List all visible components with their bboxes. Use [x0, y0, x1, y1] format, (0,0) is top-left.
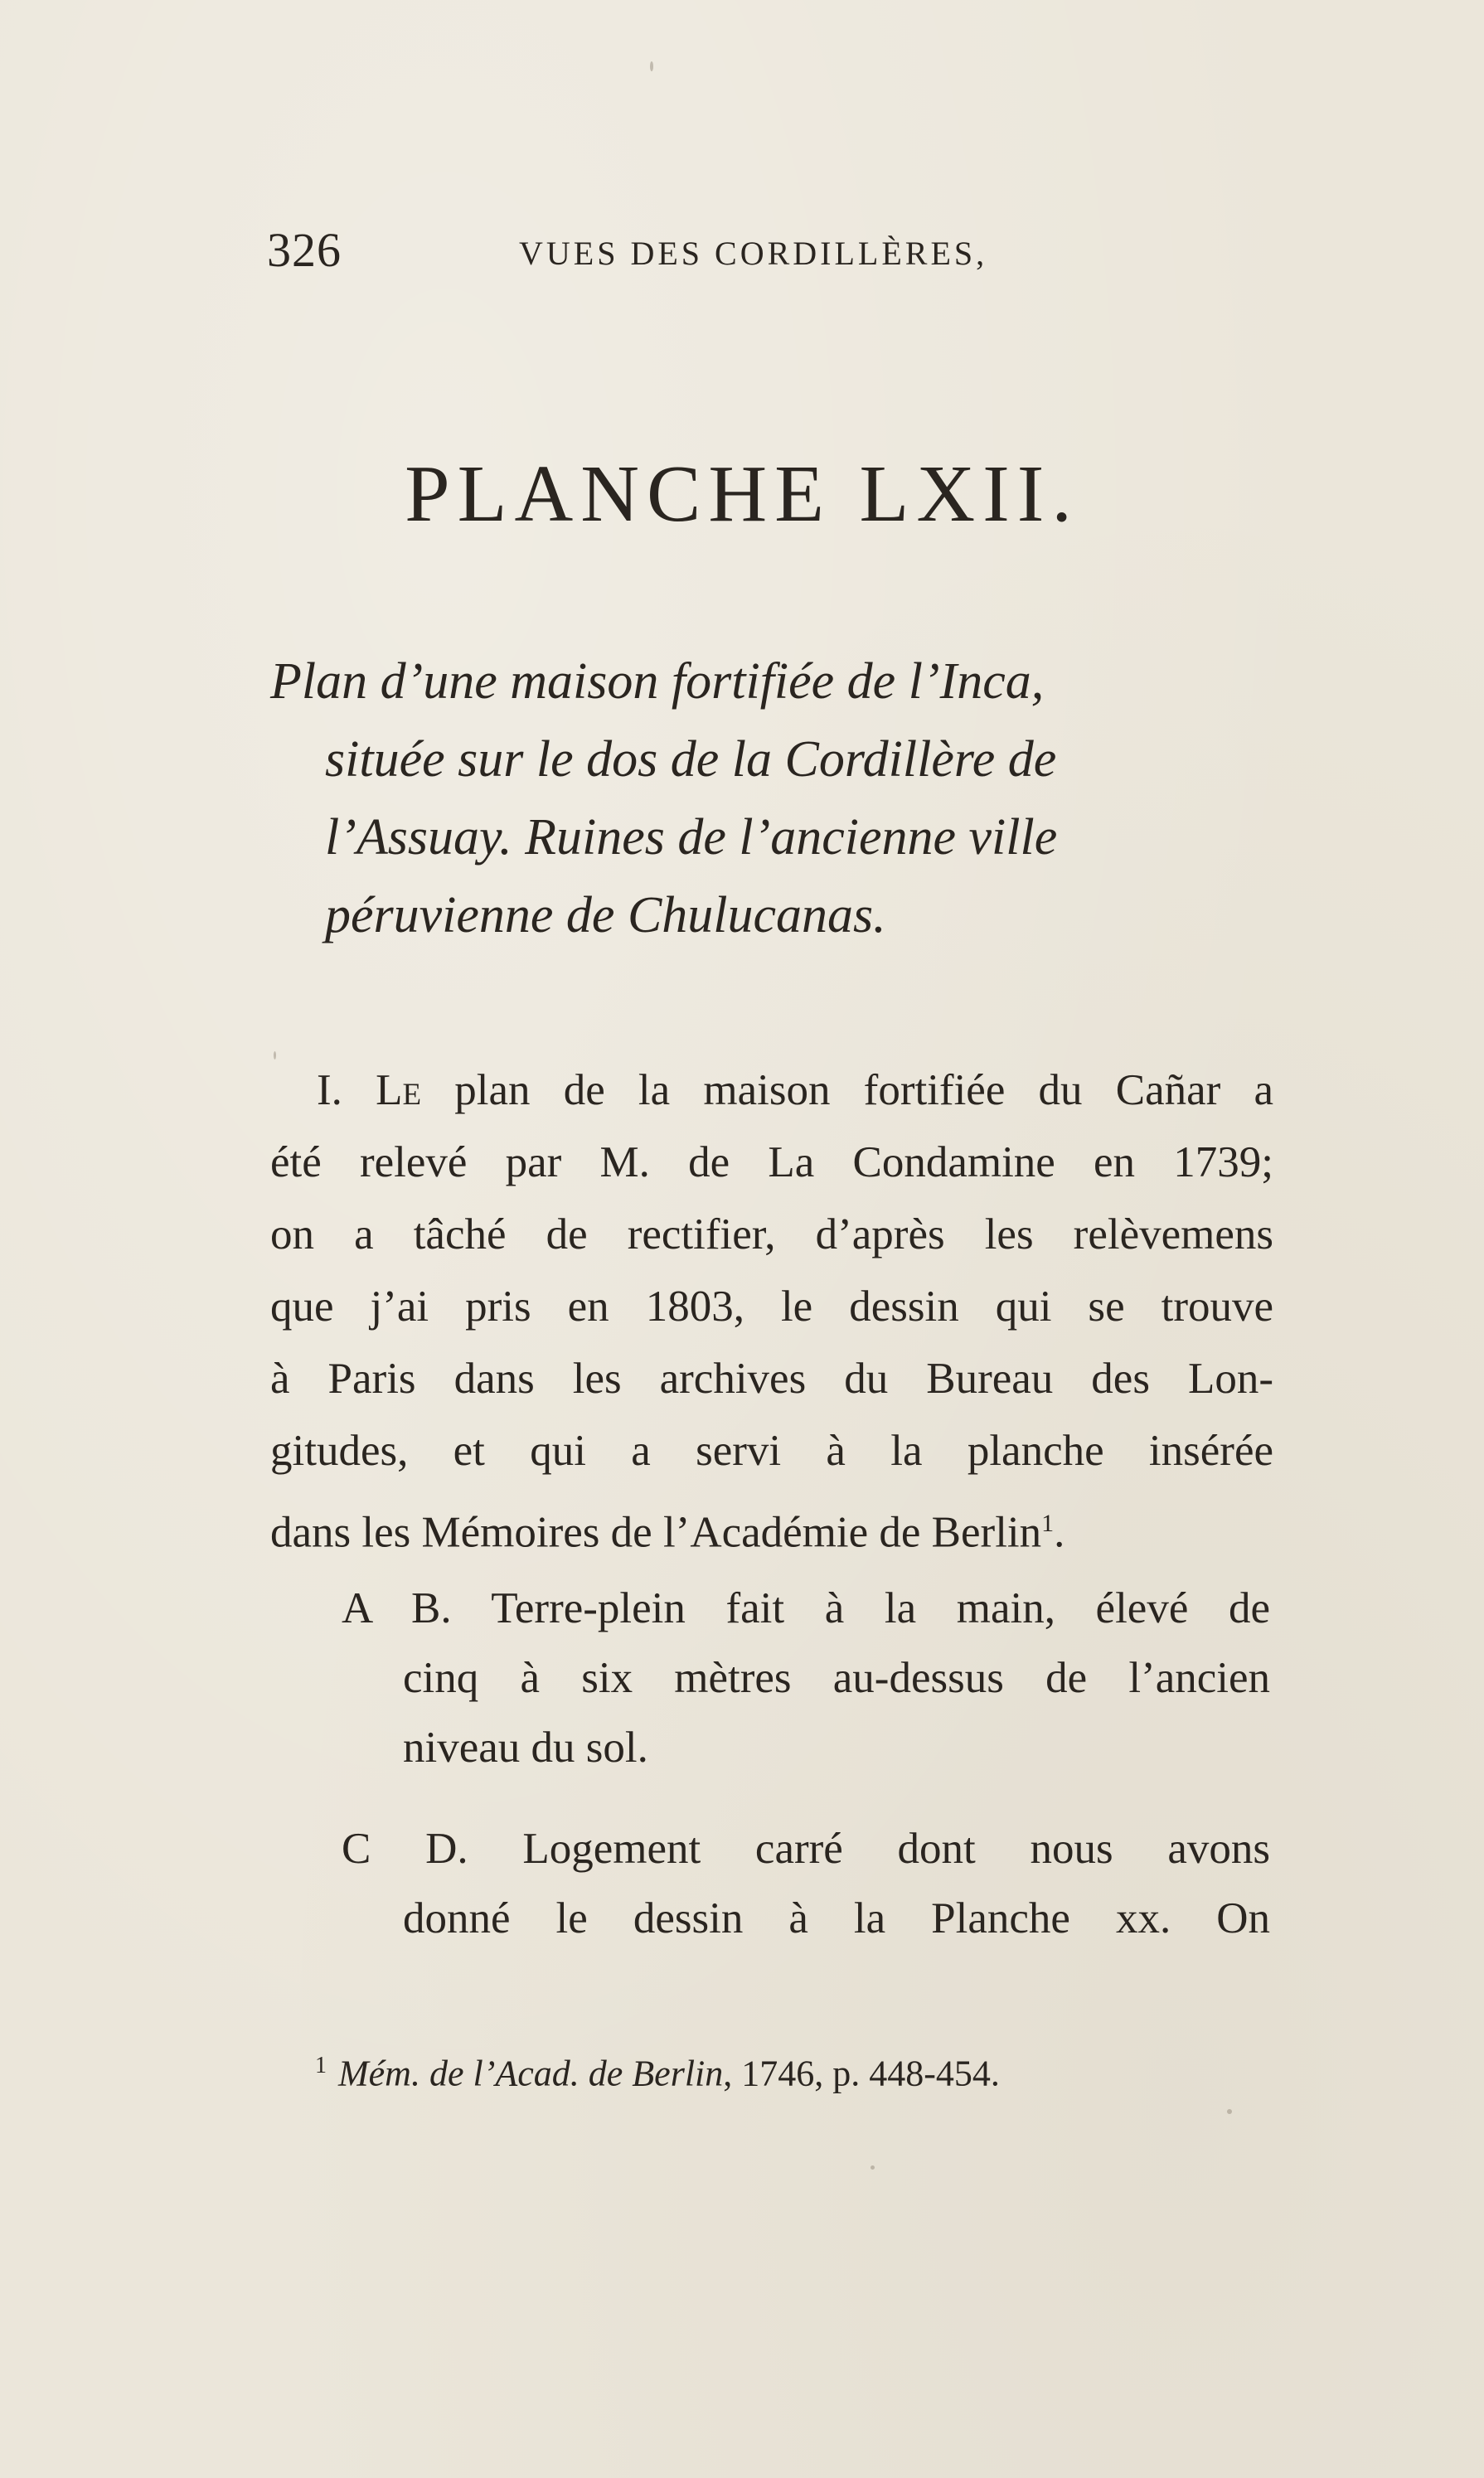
footnote [315, 2041, 1260, 2099]
plate-title: PLANCHE LXII. [405, 449, 1079, 539]
footnote-mark: 1 [315, 2053, 327, 2078]
paragraph-line: on a tâché de rectifier, d’après les relèvemens [270, 1210, 1273, 1258]
body-paragraph [270, 1055, 1273, 1569]
plate-subtitle [270, 643, 1282, 954]
footnote-citation: Mém. de l’Acad. de Berlin [338, 2053, 724, 2094]
paragraph-line [270, 1055, 1273, 1127]
legend-line: A B. Terre-plein fait à la main, élevé de [342, 1584, 1270, 1632]
legend-item-cd [342, 1814, 1270, 1953]
paragraph-line: que j’ai pris en 1803, le dessin qui se trouve [270, 1283, 1273, 1331]
paragraph-line: à Paris dans les archives du Bureau des Lon- [270, 1355, 1273, 1403]
footnote-reference: 1 [1041, 1510, 1055, 1537]
legend-item-ab [342, 1574, 1270, 1782]
paper-speck [1227, 2109, 1232, 2114]
running-title: VUES DES CORDILLÈRES, [519, 235, 988, 272]
subtitle-line: située sur le dos de la Cordillère de [325, 731, 1057, 788]
subtitle-line: péruvienne de Chulucanas. [325, 887, 886, 943]
running-head [267, 222, 1262, 280]
paper-speck [650, 61, 653, 71]
page-number: 326 [267, 223, 342, 277]
legend-line: niveau du sol. [403, 1724, 648, 1772]
lead-word: I. Le [317, 1066, 422, 1114]
paragraph-line: gitudes, et qui a servi à la planche insérée [270, 1427, 1273, 1475]
legend-line: C D. Logement carré dont nous avons [342, 1825, 1270, 1873]
paragraph-line [270, 1487, 1273, 1569]
paper-speck [871, 2165, 875, 2170]
paragraph-line: été relevé par M. de La Condamine en 1739; [270, 1138, 1273, 1186]
subtitle-line: Plan d’une maison fortifiée de l’Inca, [270, 653, 1045, 710]
footnote-text: , 1746, p. 448-454. [723, 2053, 1000, 2094]
paragraph-text: plan de la maison fortifiée du Cañar a [421, 1066, 1273, 1114]
paragraph-text: dans les Mémoires de l’Académie de Berlin [270, 1508, 1042, 1557]
legend-line: donné le dessin à la Planche xx. On [403, 1894, 1270, 1942]
subtitle-line: l’Assuay. Ruines de l’ancienne ville [325, 809, 1058, 866]
paper-speck [274, 1051, 276, 1060]
legend-line: cinq à six mètres au-dessus de l’ancien [403, 1654, 1270, 1702]
paragraph-text: . [1054, 1508, 1065, 1557]
